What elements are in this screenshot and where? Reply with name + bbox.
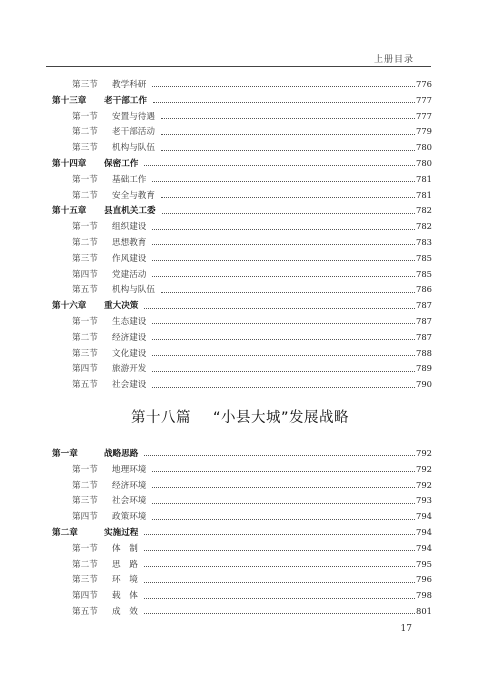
dot-leader: [144, 164, 415, 166]
toc-list-bottom: [52, 446, 432, 620]
entry-page: 787: [416, 300, 432, 311]
entry-page: 781: [416, 173, 432, 184]
toc-chapter-entry[interactable]: [52, 446, 432, 462]
toc-section-entry[interactable]: [52, 219, 432, 235]
dot-leader: [161, 117, 415, 119]
toc-section-entry[interactable]: [52, 314, 432, 330]
entry-page: 785: [416, 268, 432, 279]
entry-number: 第十三章: [52, 95, 87, 106]
entry-number: 第十五章: [52, 206, 87, 217]
dot-leader: [144, 549, 415, 551]
entry-page: 783: [416, 236, 432, 247]
entry-page: 801: [416, 605, 432, 616]
entry-number: 第一节: [72, 174, 98, 185]
toc-section-entry[interactable]: [52, 330, 432, 346]
entry-title: 体 制: [112, 543, 138, 554]
toc-chapter-entry[interactable]: [52, 203, 432, 219]
entry-page: 798: [416, 590, 432, 601]
entry-page: 793: [416, 495, 432, 506]
entry-number: 第二节: [72, 559, 98, 570]
entry-number: 第四节: [72, 512, 98, 523]
entry-number: 第四节: [72, 364, 98, 375]
dot-leader: [161, 133, 415, 135]
entry-title: 政策环境: [112, 512, 147, 523]
entry-title: 思想教育: [112, 237, 147, 248]
dot-leader: [152, 338, 415, 340]
entry-title: 战略思路: [104, 449, 139, 459]
entry-page: 788: [416, 347, 432, 358]
entry-page: 789: [416, 363, 432, 374]
toc-section-entry[interactable]: [52, 557, 432, 573]
entry-title: 生态建设: [112, 316, 147, 327]
entry-number: 第一节: [72, 111, 98, 122]
entry-number: 第一节: [72, 222, 98, 233]
entry-title: 老干部工作: [104, 95, 147, 106]
entry-number: 第一节: [72, 543, 98, 554]
dot-leader: [144, 565, 415, 567]
entry-page: 781: [416, 189, 432, 200]
entry-number: 第一节: [72, 316, 98, 327]
dot-leader: [161, 149, 415, 151]
entry-page: 776: [416, 79, 432, 89]
toc-section-entry[interactable]: [52, 77, 432, 93]
toc-section-entry[interactable]: [52, 493, 432, 509]
dot-leader: [152, 518, 415, 520]
dot-leader: [162, 212, 415, 214]
toc-section-entry[interactable]: [52, 509, 432, 525]
page-number: 17: [400, 624, 412, 634]
toc-section-entry[interactable]: [52, 235, 432, 251]
dot-leader: [152, 180, 415, 182]
dot-leader: [152, 386, 415, 388]
entry-title: 保密工作: [104, 158, 139, 169]
dot-leader: [152, 354, 415, 356]
entry-number: 第二节: [72, 127, 98, 138]
entry-title: 环 境: [112, 575, 138, 586]
entry-page: 792: [416, 463, 432, 474]
toc-section-entry[interactable]: [52, 572, 432, 588]
entry-number: 第四节: [72, 269, 98, 280]
dot-leader: [144, 533, 415, 535]
entry-number: 第四节: [72, 591, 98, 602]
entry-number: 第二节: [72, 480, 98, 491]
entry-page: 777: [416, 94, 432, 105]
entry-title: 机构与队伍: [112, 143, 155, 154]
entry-number: 第五节: [72, 285, 98, 296]
entry-title: 社会建设: [112, 380, 147, 391]
toc-chapter-entry[interactable]: [52, 93, 432, 109]
entry-page: 785: [416, 252, 432, 263]
dot-leader: [144, 581, 415, 583]
entry-page: 787: [416, 315, 432, 326]
entry-page: 787: [416, 331, 432, 342]
entry-title: 组织建设: [112, 222, 147, 233]
toc-section-entry[interactable]: [52, 251, 432, 267]
toc-section-entry[interactable]: [52, 541, 432, 557]
entry-number: 第二章: [52, 527, 78, 538]
entry-title: 实施过程: [104, 527, 139, 538]
entry-number: 第五节: [72, 606, 98, 617]
toc-section-entry[interactable]: [52, 109, 432, 125]
entry-page: 780: [416, 142, 432, 153]
part-heading: [0, 406, 480, 427]
entry-page: 795: [416, 558, 432, 569]
entry-title: 安置与待遇: [112, 111, 155, 122]
entry-number: 第十六章: [52, 301, 87, 312]
entry-page: 796: [416, 574, 432, 585]
dot-leader: [152, 259, 415, 261]
dot-leader: [152, 228, 415, 230]
toc-section-entry[interactable]: [52, 140, 432, 156]
dot-leader: [144, 612, 415, 614]
entry-title: 教学科研: [112, 80, 147, 90]
entry-title: 旅游开发: [112, 364, 147, 375]
dot-leader: [153, 101, 415, 103]
dot-leader: [152, 370, 415, 372]
entry-page: 777: [416, 110, 432, 121]
entry-page: 794: [416, 511, 432, 522]
entry-number: 第一节: [72, 464, 98, 475]
entry-number: 第三节: [72, 143, 98, 154]
toc-section-entry[interactable]: [52, 267, 432, 283]
entry-title: 地理环境: [112, 464, 147, 475]
toc-section-entry[interactable]: [52, 282, 432, 298]
dot-leader: [144, 307, 415, 309]
toc-chapter-entry[interactable]: [52, 298, 432, 314]
entry-page: 794: [416, 526, 432, 537]
entry-number: 第十四章: [52, 158, 87, 169]
toc-section-entry[interactable]: [52, 172, 432, 188]
entry-page: 786: [416, 284, 432, 295]
toc-list-top: [52, 77, 432, 393]
dot-leader: [152, 470, 415, 472]
entry-title: 重大决策: [104, 301, 139, 312]
toc-section-entry[interactable]: [52, 377, 432, 393]
entry-number: 第一章: [52, 449, 78, 459]
entry-title: 经济环境: [112, 480, 147, 491]
dot-leader: [152, 275, 415, 277]
entry-number: 第三节: [72, 496, 98, 507]
entry-number: 第三节: [72, 80, 98, 90]
entry-number: 第二节: [72, 332, 98, 343]
toc-section-entry[interactable]: [52, 478, 432, 494]
dot-leader: [144, 454, 415, 456]
entry-number: 第二节: [72, 190, 98, 201]
dot-leader: [152, 85, 415, 87]
toc-section-entry[interactable]: [52, 124, 432, 140]
entry-title: 载 体: [112, 591, 138, 602]
entry-page: 792: [416, 479, 432, 490]
header-rule: [46, 66, 431, 67]
entry-number: 第三节: [72, 253, 98, 264]
toc-section-entry[interactable]: [52, 588, 432, 604]
entry-title: 成 效: [112, 606, 138, 617]
entry-page: 780: [416, 157, 432, 168]
entry-title: 老干部活动: [112, 127, 155, 138]
dot-leader: [161, 196, 415, 198]
entry-title: 作风建设: [112, 253, 147, 264]
entry-page: 782: [416, 205, 432, 216]
entry-number: 第五节: [72, 380, 98, 391]
entry-page: 779: [416, 126, 432, 137]
entry-title: 思 路: [112, 559, 138, 570]
entry-title: 基础工作: [112, 174, 147, 185]
dot-leader: [152, 502, 415, 504]
toc-section-entry[interactable]: [52, 346, 432, 362]
dot-leader: [144, 597, 415, 599]
part-number: 第十八篇: [130, 410, 191, 426]
entry-number: 第三节: [72, 575, 98, 586]
running-header: 上册目录: [373, 55, 414, 65]
entry-title: 党建活动: [112, 269, 147, 280]
part-title: “小县大城”发展战略: [212, 410, 350, 426]
entry-title: 县直机关工委: [104, 206, 156, 217]
dot-leader: [161, 291, 415, 293]
entry-title: 机构与队伍: [112, 285, 155, 296]
toc-section-entry[interactable]: [52, 604, 432, 620]
toc-section-entry[interactable]: [52, 361, 432, 377]
entry-title: 安全与教育: [112, 190, 155, 201]
dot-leader: [152, 322, 415, 324]
entry-number: 第二节: [72, 237, 98, 248]
toc-chapter-entry[interactable]: [52, 525, 432, 541]
entry-page: 790: [416, 379, 432, 390]
entry-number: 第三节: [72, 348, 98, 359]
entry-title: 文化建设: [112, 348, 147, 359]
dot-leader: [152, 243, 415, 245]
toc-chapter-entry[interactable]: [52, 156, 432, 172]
entry-page: 792: [416, 448, 432, 458]
toc-section-entry[interactable]: [52, 462, 432, 478]
dot-leader: [152, 486, 415, 488]
entry-page: 782: [416, 221, 432, 232]
toc-section-entry[interactable]: [52, 188, 432, 204]
entry-title: 经济建设: [112, 332, 147, 343]
entry-title: 社会环境: [112, 496, 147, 507]
entry-page: 794: [416, 542, 432, 553]
